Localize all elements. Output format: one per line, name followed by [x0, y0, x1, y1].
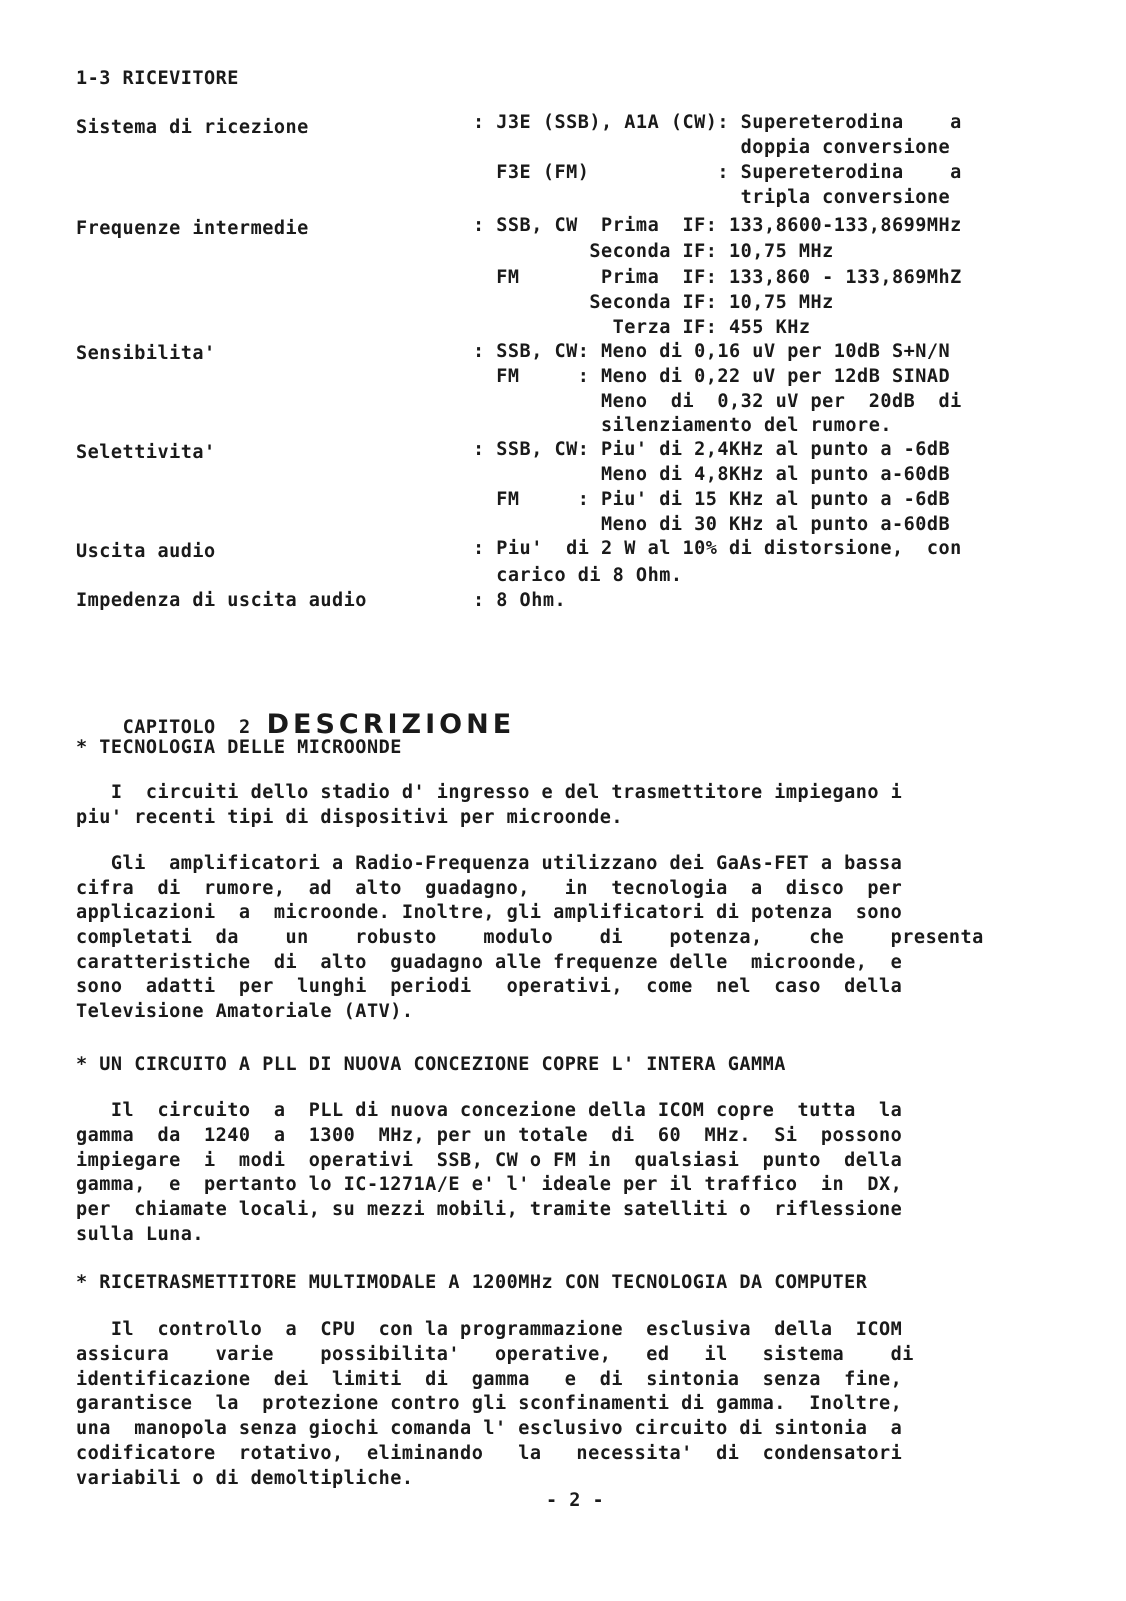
spec-label-sistema: Sistema di ricezione: [76, 117, 309, 138]
paragraph-line: piu' recenti tipi di dispositivi per microonde.: [76, 807, 623, 828]
spec-value-line: Seconda IF: 10,75 MHz: [473, 292, 834, 313]
spec-value-line: : SSB, CW: Piu' di 2,4KHz al punto a -6dB: [473, 439, 951, 460]
paragraph-line: cifra di rumore, ad alto guadagno, in tecnologia a disco per: [76, 878, 903, 899]
spec-value-line: Terza IF: 455 KHz: [473, 317, 811, 338]
subsection-heading: * RICETRASMETTITORE MULTIMODALE A 1200MHz CON TECNOLOGIA DA COMPUTER: [76, 1272, 868, 1293]
page-number: - 2 -: [546, 1490, 605, 1511]
paragraph-line: variabili o di demoltipliche.: [76, 1468, 414, 1489]
spec-label-sensibilita: Sensibilita': [76, 343, 216, 364]
subsection-heading: * TECNOLOGIA DELLE MICROONDE: [76, 737, 402, 758]
paragraph-line: codificatore rotativo, eliminando la necessita' di condensatori: [76, 1443, 903, 1464]
paragraph-line: per chiamate locali, su mezzi mobili, tramite satelliti o riflessione: [76, 1199, 903, 1220]
spec-value-line: : SSB, CW: Meno di 0,16 uV per 10dB S+N/N: [473, 341, 951, 362]
spec-value-line: F3E (FM) : Supereterodina a: [473, 162, 962, 183]
section-title: 1-3 RICEVITORE: [76, 68, 239, 89]
spec-value-line: Meno di 30 KHz al punto a-60dB: [473, 514, 951, 535]
spec-label-impedenza: Impedenza di uscita audio: [76, 590, 367, 611]
spec-value-line: : Piu' di 2 W al 10% di distorsione, con: [473, 538, 962, 559]
paragraph-line: applicazioni a microonde. Inoltre, gli amplificatori di potenza sono: [76, 902, 903, 923]
spec-value-line: Meno di 4,8KHz al punto a-60dB: [473, 464, 951, 485]
paragraph-line: Il controllo a CPU con la programmazione esclusiva della ICOM: [76, 1319, 903, 1340]
paragraph-line: Gli amplificatori a Radio-Frequenza utilizzano dei GaAs-FET a bassa: [76, 853, 903, 874]
paragraph-line: caratteristiche di alto guadagno alle frequenze delle microonde, e: [76, 952, 903, 973]
subsection-heading: * UN CIRCUITO A PLL DI NUOVA CONCEZIONE COPRE L' INTERA GAMMA: [76, 1054, 786, 1075]
spec-value-line: doppia conversione: [473, 137, 951, 158]
spec-value-line: : SSB, CW Prima IF: 133,8600-133,8699MHz: [473, 215, 962, 236]
paragraph-line: garantisce la protezione contro gli sconfinamenti di gamma. Inoltre,: [76, 1393, 903, 1414]
paragraph-line: una manopola senza giochi comanda l' esclusivo circuito di sintonia a: [76, 1418, 903, 1439]
spec-value-line: carico di 8 Ohm.: [473, 565, 683, 586]
paragraph-line: gamma, e pertanto lo IC-1271A/E e' l' ideale per il traffico in DX,: [76, 1174, 903, 1195]
spec-value-line: silenziamento del rumore.: [473, 415, 892, 436]
spec-value-line: : J3E (SSB), A1A (CW): Supereterodina a: [473, 112, 962, 133]
paragraph-line: sono adatti per lunghi periodi operativi, come nel caso della: [76, 976, 903, 997]
spec-label-uscita: Uscita audio: [76, 541, 216, 562]
chapter-title: DESCRIZIONE: [266, 709, 516, 740]
paragraph-line: assicura varie possibilita' operative, ed il sistema di: [76, 1344, 914, 1365]
spec-value-line: FM : Piu' di 15 KHz al punto a -6dB: [473, 489, 951, 510]
paragraph-line: Il circuito a PLL di nuova concezione della ICOM copre tutta la: [76, 1100, 903, 1121]
paragraph-line: completati da un robusto modulo di potenza, che presenta: [76, 927, 984, 948]
chapter-prefix: CAPITOLO 2: [122, 717, 251, 738]
spec-value-line: tripla conversione: [473, 187, 951, 208]
paragraph-line: impiegare i modi operativi SSB, CW o FM in qualsiasi punto della: [76, 1150, 903, 1171]
paragraph-line: I circuiti dello stadio d' ingresso e del trasmettitore impiegano i: [76, 782, 903, 803]
spec-value-line: FM : Meno di 0,22 uV per 12dB SINAD: [473, 366, 951, 387]
spec-value-line: Seconda IF: 10,75 MHz: [473, 241, 834, 262]
paragraph-line: sulla Luna.: [76, 1224, 205, 1245]
spec-value-line: FM Prima IF: 133,860 - 133,869MhZ: [473, 267, 962, 288]
paragraph-line: identificazione dei limiti di gamma e di sintonia senza fine,: [76, 1369, 903, 1390]
paragraph-line: Televisione Amatoriale (ATV).: [76, 1001, 414, 1022]
spec-label-frequenze: Frequenze intermedie: [76, 218, 309, 239]
spec-label-selettivita: Selettivita': [76, 442, 216, 463]
paragraph-line: gamma da 1240 a 1300 MHz, per un totale di 60 MHz. Si possono: [76, 1125, 903, 1146]
spec-value-line: Meno di 0,32 uV per 20dB di: [473, 391, 962, 412]
spec-value-line: : 8 Ohm.: [473, 590, 567, 611]
